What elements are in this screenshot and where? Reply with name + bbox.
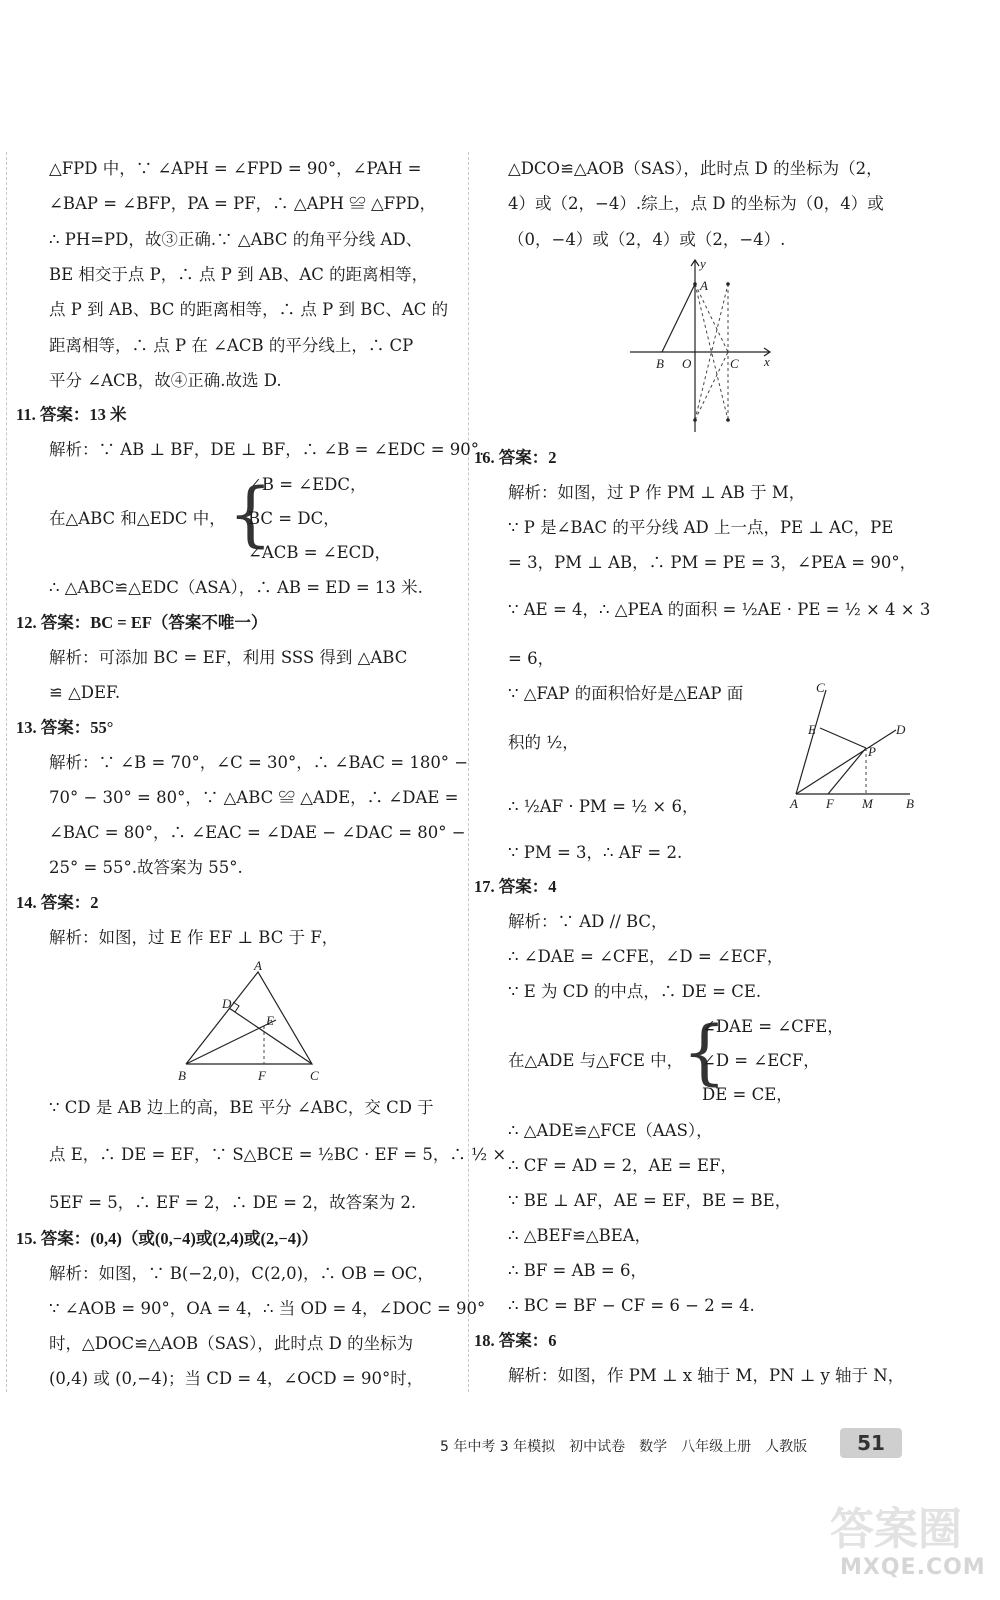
text-line: △DCO≌△AOB（SAS），此时点 D 的坐标为（2，: [508, 159, 883, 178]
text-line: 积的 ½，: [508, 733, 579, 752]
text-line: 解析：∵ AD // BC，: [508, 912, 668, 931]
text-line: ∵ PM = 3，∴ AF = 2.: [508, 843, 683, 862]
text-line: ∵ AE = 4，∴ △PEA 的面积 = ½AE · PE = ½ × 4 × 3: [508, 600, 931, 619]
label-y: y: [700, 256, 706, 271]
answer-16: 16. 答案：2: [474, 448, 557, 467]
text-line: ∵ BE ⊥ AF，AE = EF，BE = BE，: [508, 1191, 792, 1210]
text-line: ∴ PH=PD，故③正确.∵ △ABC 的角平分线 AD、: [49, 230, 423, 249]
answer-17: 17. 答案：4: [474, 877, 557, 896]
text-line: 时，△DOC≌△AOB（SAS），此时点 D 的坐标为: [49, 1334, 414, 1353]
text-line: ∴ △ABC≌△EDC（ASA），∴ AB = ED = 13 米.: [49, 578, 423, 597]
brace-symbol: {: [228, 473, 273, 555]
label-C: C: [816, 682, 825, 695]
text-line: ∵ E 为 CD 的中点，∴ DE = CE.: [508, 982, 762, 1001]
text-line: ∠BAP = ∠BFP，PA = PF，∴ △APH ≌ △FPD，: [49, 194, 436, 213]
text-line: DE = CE，: [702, 1085, 793, 1104]
text-line: 70° − 30° = 80°，∵ △ABC ≌ △ADE，∴ ∠DAE =: [49, 788, 459, 807]
center-divider: [468, 152, 469, 1392]
text-line: 解析：如图，过 E 作 EF ⊥ BC 于 F，: [49, 928, 339, 947]
text-line: BE 相交于点 P，∴ 点 P 到 AB、AC 的距离相等，: [49, 265, 429, 284]
text-line: 5EF = 5，∴ EF = 2，∴ DE = 2，故答案为 2.: [49, 1193, 417, 1212]
text-line: 解析：如图，过 P 作 PM ⊥ AB 于 M，: [508, 483, 806, 502]
page-number: 51: [840, 1428, 902, 1458]
text-line: 4）或（2，−4）.综上，点 D 的坐标为（0，4）或: [508, 194, 884, 213]
label-P: P: [868, 744, 876, 759]
brace-symbol: {: [682, 1011, 727, 1093]
text-line: ∵ △FAP 的面积恰好是△EAP 面: [508, 684, 744, 703]
label-D: D: [222, 996, 232, 1011]
label-A: A: [700, 278, 708, 293]
label-D: D: [896, 722, 906, 737]
text-line: ∵ P 是∠BAC 的平分线 AD 上一点，PE ⊥ AC，PE: [508, 518, 894, 537]
text-line: ∠D = ∠ECF，: [702, 1051, 820, 1070]
figure-16-angle: [786, 682, 926, 812]
page-footer: [440, 1428, 960, 1462]
label-B: B: [656, 356, 664, 371]
text-line: （0，−4）或（2，4）或（2，−4）.: [508, 230, 786, 249]
text-line: 在△ABC 和△EDC 中，: [49, 509, 226, 528]
label-A: A: [254, 960, 262, 973]
text-line: 平分 ∠ACB，故④正确.故选 D.: [49, 371, 282, 390]
text-line: 距离相等，∴ 点 P 在 ∠ACB 的平分线上，∴ CP: [49, 336, 414, 355]
text-line: ∠ACB = ∠ECD，: [248, 543, 392, 562]
text-line: ∴ △BEF≌△BEA，: [508, 1226, 652, 1245]
watermark: [820, 1485, 990, 1595]
figure-14-triangle: [176, 960, 346, 1090]
answer-18: 18. 答案：6: [474, 1331, 557, 1350]
text-line: BC = DC，: [248, 509, 340, 528]
text-line: 解析：如图，∵ B(−2,0)，C(2,0)，∴ OB = OC，: [49, 1264, 434, 1283]
answer-14: 14. 答案：2: [16, 893, 99, 912]
text-line: ∴ ½AF · PM = ½ × 6，: [508, 797, 699, 816]
text-line: 25° = 55°.故答案为 55°.: [49, 858, 243, 877]
footer-book-title: 5 年中考 3 年模拟 初中试卷 数学 八年级上册 人教版: [440, 1439, 808, 1455]
text-line: ∴ ∠DAE = ∠CFE，∠D = ∠ECF，: [508, 947, 784, 966]
label-B: B: [178, 1068, 186, 1083]
answer-15: 15. 答案：(0,4)（或(0,−4)或(2,4)或(2,−4)）: [16, 1229, 319, 1248]
answer-12: 12. 答案：BC = EF（答案不唯一）: [16, 613, 268, 632]
text-line: (0,4) 或 (0,−4)；当 CD = 4，∠OCD = 90°时，: [49, 1369, 424, 1388]
watermark-url: MXQE.COM: [840, 1555, 986, 1580]
answer-11: 11. 答案：13 米: [16, 405, 127, 424]
text-line: ∴ BF = AB = 6，: [508, 1261, 647, 1280]
text-line: ∠B = ∠EDC，: [248, 475, 367, 494]
text-line: ∵ CD 是 AB 边上的高，BE 平分 ∠ABC，交 CD 于: [49, 1098, 434, 1117]
label-C: C: [310, 1068, 319, 1083]
label-M: M: [862, 796, 873, 811]
text-line: △FPD 中，∵ ∠APH = ∠FPD = 90°，∠PAH =: [49, 159, 422, 178]
text-line: = 3，PM ⊥ AB，∴ PM = PE = 3，∠PEA = 90°，: [508, 553, 917, 572]
text-line: 点 P 到 AB、BC 的距离相等，∴ 点 P 到 BC、AC 的: [49, 300, 449, 319]
label-B: B: [906, 796, 914, 811]
text-line: ∴ CF = AD = 2，AE = EF，: [508, 1156, 737, 1175]
text-line: ≌ △DEF.: [49, 683, 121, 702]
figure-15-coordinate: [630, 256, 780, 436]
text-line: = 6，: [508, 649, 555, 668]
text-line: ∠DAE = ∠CFE，: [702, 1017, 844, 1036]
label-A: A: [790, 796, 798, 811]
label-F: F: [826, 796, 834, 811]
label-C: C: [730, 356, 739, 371]
text-line: ∠BAC = 80°，∴ ∠EAC = ∠DAE − ∠DAC = 80° −: [49, 823, 466, 842]
text-line: ∴ BC = BF − CF = 6 − 2 = 4.: [508, 1296, 755, 1315]
text-line: 解析：如图，作 PM ⊥ x 轴于 M，PN ⊥ y 轴于 N，: [508, 1366, 905, 1385]
text-line: 解析：∵ AB ⊥ BF，DE ⊥ BF，∴ ∠B = ∠EDC = 90°.: [49, 440, 485, 459]
text-line: 点 E，∴ DE = EF，∵ S△BCE = ½BC · EF = 5，∴ ½ ×: [49, 1145, 507, 1164]
text-line: ∴ △ADE≌△FCE（AAS），: [508, 1121, 713, 1140]
text-line: 在△ADE 与△FCE 中，: [508, 1051, 684, 1070]
text-line: 解析：可添加 BC = EF，利用 SSS 得到 △ABC: [49, 648, 408, 667]
text-line: 解析：∵ ∠B = 70°，∠C = 30°，∴ ∠BAC = 180° −: [49, 753, 469, 772]
left-margin-line: [6, 152, 7, 1392]
label-F: F: [258, 1068, 266, 1083]
label-E: E: [808, 722, 816, 737]
answer-13: 13. 答案：55°: [16, 718, 114, 737]
label-x: x: [764, 354, 770, 369]
label-O: O: [682, 356, 692, 371]
watermark-logo: 答案圈: [830, 1504, 962, 1555]
text-line: ∵ ∠AOB = 90°，OA = 4，∴ 当 OD = 4，∠DOC = 90°: [49, 1299, 486, 1318]
label-E: E: [266, 1013, 274, 1028]
